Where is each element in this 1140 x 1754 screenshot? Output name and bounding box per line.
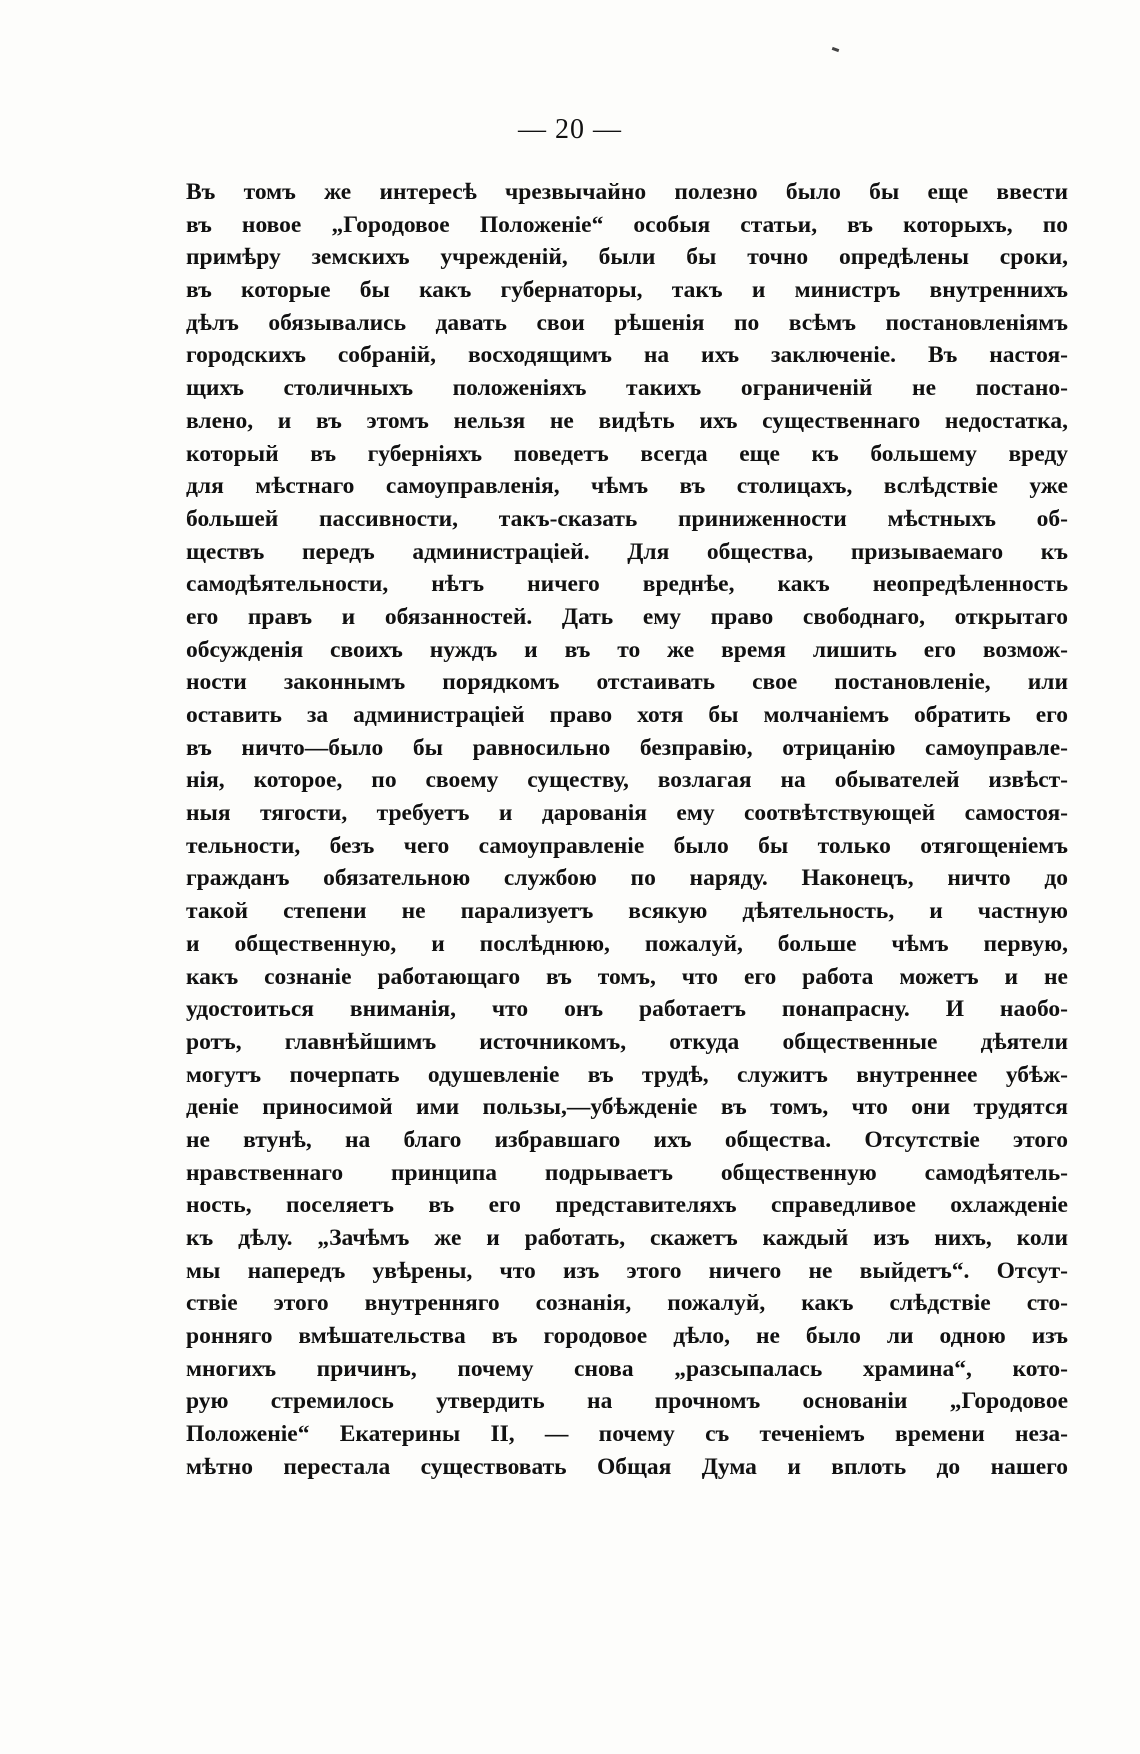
text-line: рую стремилось утвердить на прочномъ основаніи „Городовое <box>186 1388 1068 1415</box>
text-line: оставить за администраціей право хотя бы молчаніемъ обратить его <box>186 702 1068 728</box>
text-line: городскихъ собраній, восходящимъ на ихъ заключеніе. Въ настоя- <box>186 342 1068 369</box>
text-line: въ которые бы какъ губернаторы, такъ и министръ внутреннихъ <box>186 277 1068 304</box>
text-line: нія, которое, по своему существу, возлагая на обывателей извѣст- <box>186 767 1068 794</box>
text-line: могутъ почерпать одушевленіе въ трудѣ, служитъ внутреннее убѣж- <box>186 1061 1068 1088</box>
text-line: мы напередъ увѣрены, что изъ этого ничего не выйдетъ“. Отсут- <box>186 1257 1068 1284</box>
text-line: примѣру земскихъ учрежденій, были бы точно опредѣлены сроки, <box>186 244 1068 271</box>
text-line: нравственнаго принципа подрываетъ общественную самодѣятель- <box>186 1159 1068 1186</box>
text-line: ществъ передъ администраціей. Для общества, призываемаго къ <box>186 538 1068 565</box>
text-line: его правъ и обязанностей. Дать ему право свободнаго, открытаго <box>186 603 1068 630</box>
text-line: дѣлъ обязывались давать свои рѣшенія по всѣмъ постановленіямъ <box>186 309 1068 336</box>
text-line: мѣтно перестала существовать Общая Дума и вплоть до нашего <box>186 1453 1068 1480</box>
text-line: самодѣятельности, нѣтъ ничего вреднѣе, какъ неопредѣленность <box>186 571 1068 598</box>
text-line: ныя тягости, требуетъ и дарованія ему соотвѣтствующей самостоя- <box>186 800 1068 827</box>
text-line: какъ сознаніе работающаго въ томъ, что его работа можетъ и не <box>186 963 1068 990</box>
text-line: деніе приносимой ими пользы,—убѣжденіе въ томъ, что они трудятся <box>186 1094 1068 1121</box>
text-line: Положеніе“ Екатерины II, — почему съ теченіемъ времени неза- <box>186 1421 1068 1448</box>
text-line: ности законнымъ порядкомъ отстаивать свое постановленіе, или <box>186 669 1068 696</box>
text-line: такой степени не парализуетъ всякую дѣятельность, и частную <box>186 898 1068 925</box>
text-line: большей пассивности, такъ-сказать приниженности мѣстныхъ об- <box>186 505 1068 532</box>
text-line: къ дѣлу. „Зачѣмъ же и работать, скажетъ каждый изъ нихъ, коли <box>186 1225 1068 1251</box>
text-line: въ ничто—было бы равносильно безправію, отрицанію самоуправле- <box>186 734 1068 761</box>
text-line: удостоиться вниманія, что онъ работаетъ понапрасну. И наобо- <box>186 996 1068 1023</box>
text-line: Въ томъ же интересѣ чрезвычайно полезно было бы еще ввести <box>186 179 1068 205</box>
text-line: тельности, безъ чего самоуправленіе было бы только отягощеніемъ <box>186 832 1068 859</box>
text-line: ронняго вмѣшательства въ городовое дѣло, не было ли одною изъ <box>186 1323 1068 1350</box>
page-number: — 20 — <box>518 114 622 145</box>
text-line: ность, поселяетъ въ его представителяхъ справедливое охлажденіе <box>186 1192 1068 1219</box>
text-line: и общественную, и послѣднюю, пожалуй, больше чѣмъ первую, <box>186 930 1068 957</box>
text-line: обсужденія своихъ нуждъ и въ то же время лишить его возмож- <box>186 636 1068 663</box>
text-line: щихъ столичныхъ положеніяхъ такихъ ограниченій не постано- <box>186 375 1068 402</box>
text-line: для мѣстнаго самоуправленія, чѣмъ въ столицахъ, вслѣдствіе уже <box>186 473 1068 500</box>
text-line: гражданъ обязательною службою по наряду. Наконецъ, ничто до <box>186 865 1068 892</box>
text-line: многихъ причинъ, почему снова „разсыпалась храмина“, кото- <box>186 1355 1068 1382</box>
text-line: въ новое „Городовое Положеніе“ особыя статьи, въ которыхъ, по <box>186 211 1068 238</box>
text-line: влено, и въ этомъ нельзя не видѣть ихъ существеннаго недостатка, <box>186 407 1068 434</box>
text-line: который въ губерніяхъ поведетъ всегда еще къ большему вреду <box>186 440 1068 467</box>
scan-speck <box>832 47 840 52</box>
body-text <box>186 176 1068 1484</box>
text-line: ствіе этого внутренняго сознанія, пожалуй, какъ слѣдствіе сто- <box>186 1290 1068 1317</box>
text-line: ротъ, главнѣйшимъ источникомъ, откуда общественные дѣятели <box>186 1028 1068 1055</box>
text-line: не втунѣ, на благо избравшаго ихъ общества. Отсутствіе этого <box>186 1126 1068 1153</box>
